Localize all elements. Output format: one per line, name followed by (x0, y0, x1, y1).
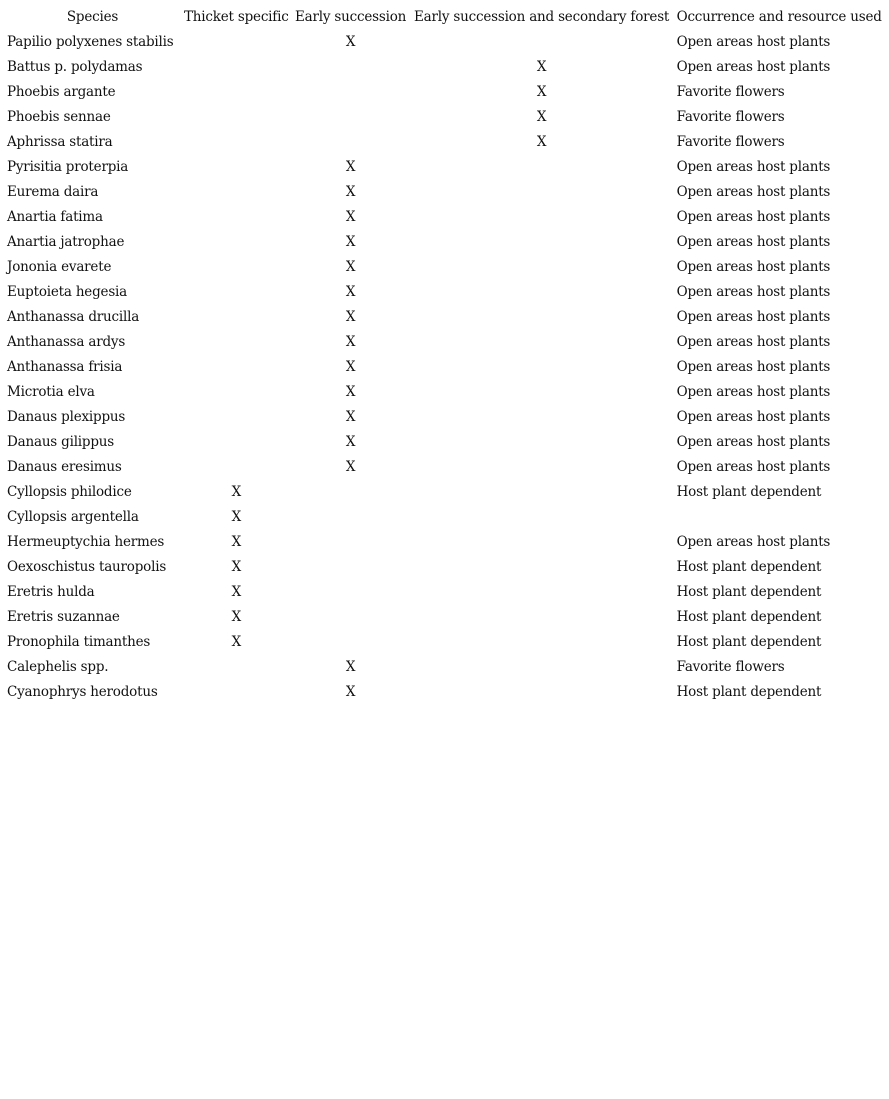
secondary-forest-cell (410, 455, 674, 480)
occurrence-cell: Favorite flowers (676, 134, 785, 150)
thicket-specific-cell (181, 355, 292, 380)
table-header (4, 5, 885, 30)
species-cell: Anartia jatrophae (7, 234, 125, 250)
early-succession-cell: X (345, 409, 356, 425)
early-succession-cell: X (345, 659, 356, 675)
species-cell: Microtia elva (7, 384, 95, 400)
early-succession-cell: X (345, 159, 356, 175)
secondary-forest-cell (410, 280, 674, 305)
species-cell: Pronophila timanthes (7, 634, 151, 650)
secondary-forest-cell (410, 680, 674, 705)
early-succession-cell (292, 505, 410, 530)
occurrence-cell: Open areas host plants (676, 34, 831, 50)
secondary-forest-cell (410, 530, 674, 555)
secondary-forest-cell (410, 555, 674, 580)
table-row (4, 80, 885, 105)
table-body (4, 30, 885, 705)
species-cell: Cyllopsis philodice (7, 484, 132, 500)
secondary-forest-cell (410, 355, 674, 380)
thicket-specific-cell (181, 380, 292, 405)
secondary-forest-cell (410, 230, 674, 255)
secondary-forest-cell (410, 380, 674, 405)
early-succession-cell (292, 80, 410, 105)
table-row (4, 580, 885, 605)
secondary-forest-cell (410, 405, 674, 430)
species-cell: Danaus plexippus (7, 409, 126, 425)
secondary-forest-cell (410, 505, 674, 530)
thicket-specific-cell (181, 455, 292, 480)
table-row (4, 655, 885, 680)
secondary-forest-cell (410, 30, 674, 55)
thicket-specific-cell: X (231, 609, 241, 625)
thicket-specific-cell (181, 205, 292, 230)
early-succession-cell (292, 530, 410, 555)
occurrence-cell: Open areas host plants (676, 534, 831, 550)
thicket-specific-cell: X (231, 634, 241, 650)
early-succession-cell: X (345, 459, 356, 475)
occurrence-cell: Open areas host plants (676, 434, 831, 450)
species-cell: Anthanassa frisia (7, 359, 123, 375)
species-cell: Eurema daira (7, 184, 99, 200)
thicket-specific-cell (181, 230, 292, 255)
table-row (4, 430, 885, 455)
occurrence-cell: Host plant dependent (676, 609, 822, 625)
thicket-specific-cell: X (231, 484, 241, 500)
thicket-specific-cell: X (231, 584, 241, 600)
early-succession-cell: X (345, 309, 356, 325)
occurrence-cell: Open areas host plants (676, 284, 831, 300)
thicket-specific-cell (181, 255, 292, 280)
early-succession-cell (292, 630, 410, 655)
early-succession-cell: X (345, 284, 356, 300)
table-row (4, 330, 885, 355)
early-succession-cell: X (345, 184, 356, 200)
thicket-specific-cell (181, 180, 292, 205)
table-row (4, 130, 885, 155)
species-cell: Cyllopsis argentella (7, 509, 139, 525)
table-row (4, 380, 885, 405)
species-cell: Phoebis sennae (7, 109, 111, 125)
header-early-succession-secondary-forest: Early succession and secondary forest (413, 9, 670, 25)
table-row (4, 355, 885, 380)
early-succession-cell (292, 580, 410, 605)
occurrence-cell: Favorite flowers (676, 84, 785, 100)
occurrence-cell: Open areas host plants (676, 159, 831, 175)
thicket-specific-cell (181, 155, 292, 180)
early-succession-cell: X (345, 434, 356, 450)
header-occurrence-resource: Occurrence and resource used (676, 9, 882, 25)
occurrence-cell: Open areas host plants (676, 59, 831, 75)
thicket-specific-cell (181, 680, 292, 705)
species-cell: Aphrissa statira (7, 134, 113, 150)
occurrence-cell: Open areas host plants (676, 234, 831, 250)
secondary-forest-cell (410, 605, 674, 630)
secondary-forest-cell: X (536, 134, 547, 150)
thicket-specific-cell (181, 280, 292, 305)
species-cell: Hermeuptychia hermes (7, 534, 165, 550)
species-cell: Danaus eresimus (7, 459, 122, 475)
species-cell: Danaus gilippus (7, 434, 115, 450)
header-early-succession: Early succession (295, 9, 407, 25)
species-cell: Battus p. polydamas (7, 59, 143, 75)
species-cell: Anthanassa ardys (7, 334, 126, 350)
thicket-specific-cell (181, 55, 292, 80)
early-succession-cell: X (345, 259, 356, 275)
early-succession-cell (292, 480, 410, 505)
species-cell: Oexoschistus tauropolis (7, 559, 167, 575)
secondary-forest-cell (410, 255, 674, 280)
early-succession-cell: X (345, 334, 356, 350)
header-thicket-specific: Thicket specific (184, 9, 289, 25)
secondary-forest-cell (410, 480, 674, 505)
species-cell: Papilio polyxenes stabilis (7, 34, 174, 50)
secondary-forest-cell (410, 180, 674, 205)
occurrence-cell: Open areas host plants (676, 409, 831, 425)
occurrence-cell: Open areas host plants (676, 309, 831, 325)
occurrence-cell: Favorite flowers (676, 109, 785, 125)
secondary-forest-cell (410, 655, 674, 680)
table-row (4, 630, 885, 655)
species-cell: Eretris hulda (7, 584, 95, 600)
table-row (4, 555, 885, 580)
table-row (4, 280, 885, 305)
early-succession-cell: X (345, 234, 356, 250)
occurrence-cell: Host plant dependent (676, 684, 822, 700)
thicket-specific-cell (181, 105, 292, 130)
thicket-specific-cell (181, 655, 292, 680)
table-row (4, 55, 885, 80)
early-succession-cell: X (345, 34, 356, 50)
secondary-forest-cell (410, 305, 674, 330)
secondary-forest-cell (410, 430, 674, 455)
occurrence-cell: Host plant dependent (676, 584, 822, 600)
occurrence-cell: Open areas host plants (676, 209, 831, 225)
species-cell: Cyanophrys herodotus (7, 684, 158, 700)
secondary-forest-cell (410, 155, 674, 180)
table-row (4, 180, 885, 205)
early-succession-cell (292, 55, 410, 80)
early-succession-cell (292, 555, 410, 580)
occurrence-cell (674, 505, 885, 530)
thicket-specific-cell: X (231, 534, 241, 550)
thicket-specific-cell (181, 130, 292, 155)
occurrence-cell: Host plant dependent (676, 484, 822, 500)
species-cell: Euptoieta hegesia (7, 284, 128, 300)
thicket-specific-cell (181, 30, 292, 55)
occurrence-cell: Open areas host plants (676, 259, 831, 275)
species-table-container (4, 5, 885, 705)
thicket-specific-cell: X (231, 509, 241, 525)
occurrence-cell: Open areas host plants (676, 184, 831, 200)
table-row (4, 255, 885, 280)
early-succession-cell: X (345, 384, 356, 400)
occurrence-cell: Open areas host plants (676, 459, 831, 475)
species-cell: Eretris suzannae (7, 609, 120, 625)
table-row (4, 205, 885, 230)
occurrence-cell: Open areas host plants (676, 334, 831, 350)
early-succession-cell (292, 130, 410, 155)
early-succession-cell (292, 105, 410, 130)
secondary-forest-cell (410, 205, 674, 230)
thicket-specific-cell (181, 430, 292, 455)
table-row (4, 530, 885, 555)
header-species: Species (66, 9, 119, 25)
table-row (4, 30, 885, 55)
species-cell: Pyrisitia proterpia (7, 159, 129, 175)
occurrence-cell: Open areas host plants (676, 384, 831, 400)
early-succession-cell (292, 605, 410, 630)
early-succession-cell: X (345, 684, 356, 700)
header-row (4, 5, 885, 30)
occurrence-cell: Host plant dependent (676, 634, 822, 650)
species-habitat-table (4, 5, 885, 705)
secondary-forest-cell: X (536, 59, 547, 75)
thicket-specific-cell (181, 305, 292, 330)
occurrence-cell: Favorite flowers (676, 659, 785, 675)
species-cell: Jononia evarete (7, 259, 112, 275)
thicket-specific-cell (181, 405, 292, 430)
secondary-forest-cell: X (536, 109, 547, 125)
thicket-specific-cell: X (231, 559, 241, 575)
table-row (4, 505, 885, 530)
early-succession-cell: X (345, 359, 356, 375)
table-row (4, 605, 885, 630)
table-row (4, 480, 885, 505)
secondary-forest-cell: X (536, 84, 547, 100)
species-cell: Calephelis spp. (7, 659, 109, 675)
table-row (4, 105, 885, 130)
occurrence-cell: Open areas host plants (676, 359, 831, 375)
species-cell: Anartia fatima (7, 209, 103, 225)
early-succession-cell: X (345, 209, 356, 225)
table-row (4, 155, 885, 180)
table-row (4, 680, 885, 705)
table-row (4, 305, 885, 330)
thicket-specific-cell (181, 80, 292, 105)
secondary-forest-cell (410, 630, 674, 655)
table-row (4, 230, 885, 255)
species-cell: Phoebis argante (7, 84, 116, 100)
species-cell: Anthanassa drucilla (7, 309, 140, 325)
thicket-specific-cell (181, 330, 292, 355)
secondary-forest-cell (410, 580, 674, 605)
secondary-forest-cell (410, 330, 674, 355)
table-row (4, 455, 885, 480)
table-row (4, 405, 885, 430)
occurrence-cell: Host plant dependent (676, 559, 822, 575)
